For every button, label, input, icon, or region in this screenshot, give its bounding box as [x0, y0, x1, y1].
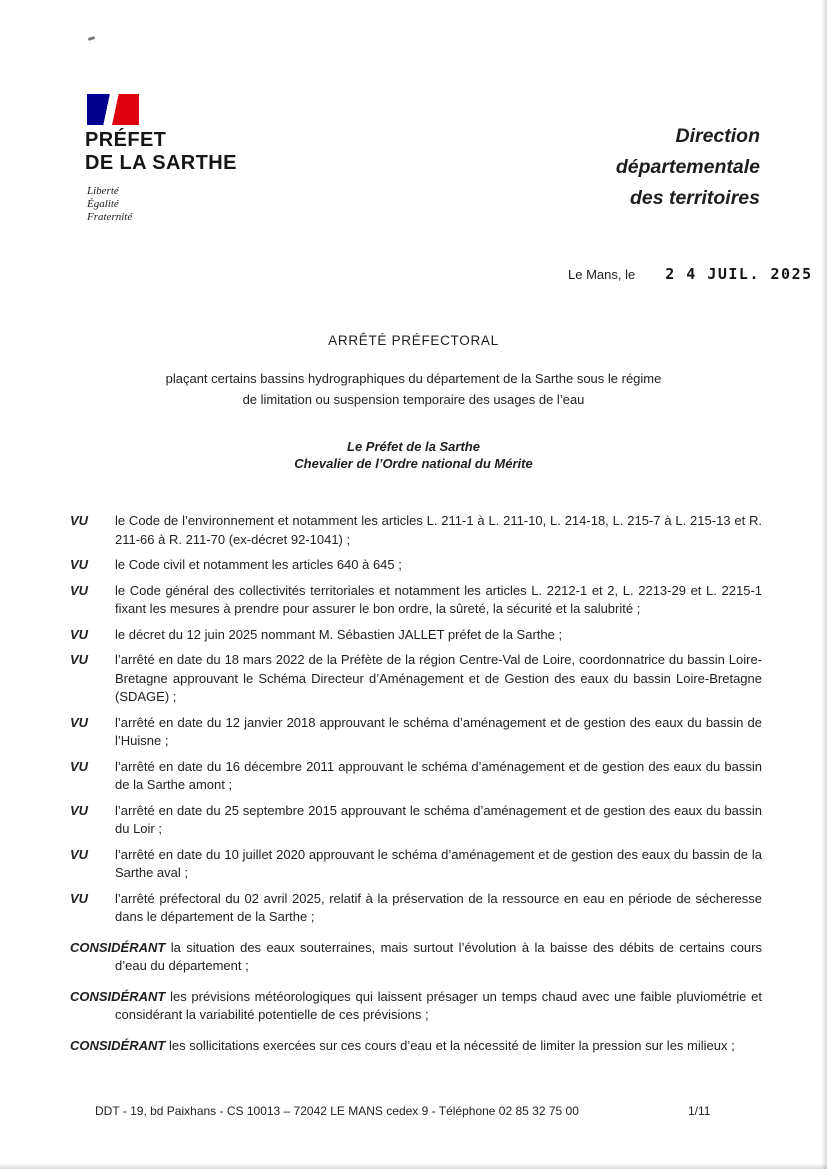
direction-line3: des territoires: [629, 187, 760, 209]
considerant-item: [70, 1037, 762, 1056]
vu-keyword: VU: [70, 890, 89, 906]
vu-item: [70, 651, 762, 707]
subtitle-line1: plaçant certains bassins hydrographiques du département de la Sarthe sous le régime: [165, 371, 662, 386]
considerant-item: [70, 939, 762, 976]
subtitle-line2: de limitation ou suspension temporaire des usages de l’eau: [242, 392, 585, 407]
direction-line1: Direction: [675, 125, 760, 147]
date-stamp: 2 4 JUIL. 2025: [665, 265, 813, 283]
issuer-line1: Le Préfet de la Sarthe: [347, 439, 480, 454]
motto-egalite: Égalité: [87, 198, 119, 210]
vu-item: [70, 758, 762, 795]
vu-keyword: VU: [70, 758, 89, 774]
body-list: [70, 512, 762, 1055]
scan-edge-right: [821, 0, 827, 1169]
french-flag-icon: [87, 94, 139, 125]
vu-text: le Code général des collectivités territoriales et notamment les articles L. 2212-1 et 2, L. 2213-29 et L. 2215-1 fixant les mesures à prendre pour assurer le bon ordre, la sûreté, la sécurité et la salubrité ;: [115, 582, 762, 616]
vu-item: [70, 626, 762, 645]
vu-keyword: VU: [70, 557, 89, 572]
considerant-item: [70, 988, 762, 1025]
scan-artifact: [88, 36, 96, 41]
republic-motto: [87, 185, 237, 224]
vu-keyword: VU: [70, 802, 89, 818]
vu-item: [70, 802, 762, 839]
vu-item: [70, 714, 762, 751]
footer-address: DDT - 19, bd Paixhans - CS 10013 – 72042 LE MANS cedex 9 - Téléphone 02 85 32 75 00: [95, 1104, 579, 1118]
vu-text: le décret du 12 juin 2025 nommant M. Sébastien JALLET préfet de la Sarthe ;: [115, 626, 563, 642]
vu-keyword: VU: [70, 714, 89, 730]
issuer-block: [0, 438, 827, 472]
considerant-keyword: CONSIDÉRANT: [70, 988, 166, 1004]
direction-line2: départementale: [615, 156, 760, 178]
vu-text: l’arrêté en date du 18 mars 2022 de la Préfète de la région Centre-Val de Loire, coordonnatrice du bassin Loire-Bretagne approuvant le Schéma Directeur d’Aménagement et de Gestion des eaux du bassin Loire-Bretagne (SDAGE) ;: [115, 652, 762, 704]
vu-text: l’arrêté en date du 16 décembre 2011 approuvant le schéma d’aménagement et de gestion des eaux du bassin de la Sarthe amont ;: [115, 758, 762, 792]
vu-item: [70, 890, 762, 927]
vu-item: [70, 846, 762, 883]
document-title: ARRÊTÉ PRÉFECTORAL: [328, 333, 499, 348]
vu-keyword: VU: [70, 846, 89, 862]
vu-text: le Code civil et notamment les articles 640 à 645 ;: [115, 557, 402, 572]
document-subtitle: [0, 368, 827, 410]
direction-block: [616, 121, 760, 214]
motto-fraternite: Fraternité: [87, 211, 133, 223]
vu-text: l’arrêté préfectoral du 02 avril 2025, relatif à la préservation de la ressource en eau en période de sécheresse dans le département de la Sarthe ;: [115, 890, 762, 924]
vu-keyword: VU: [70, 513, 89, 528]
vu-item: [70, 512, 762, 549]
prefet-title-line2: DE LA SARTHE: [85, 152, 237, 174]
scan-edge-bottom: [0, 1163, 827, 1169]
considerant-text: les sollicitations exercées sur ces cours d’eau et la nécessité de limiter la pression sur les milieux ;: [168, 1037, 735, 1053]
considerant-text: la situation des eaux souterraines, mais surtout l’évolution à la baisse des débits de certains cours d’eau du département ;: [115, 939, 762, 973]
vu-text: l’arrêté en date du 25 septembre 2015 approuvant le schéma d’aménagement et de gestion des eaux du bassin du Loir ;: [115, 802, 762, 836]
vu-keyword: VU: [70, 626, 89, 642]
considerant-text: les prévisions météorologiques qui laissent présager un temps chaud avec une faible pluviométrie et considérant la variabilité potentielle de ces prévisions ;: [115, 988, 762, 1022]
vu-text: l’arrêté en date du 12 janvier 2018 approuvant le schéma d’aménagement et de gestion des eaux du bassin de l’Huisne ;: [115, 714, 762, 748]
vu-text: l’arrêté en date du 10 juillet 2020 approuvant le schéma d’aménagement et de gestion des eaux du bassin de la Sarthe aval ;: [115, 846, 762, 880]
motto-liberte: Liberté: [87, 185, 119, 197]
issuer-line2: Chevalier de l’Ordre national du Mérite: [294, 456, 533, 471]
vu-item: [70, 582, 762, 619]
vu-item: [70, 556, 762, 575]
dateline: [568, 265, 813, 283]
vu-keyword: VU: [70, 652, 89, 667]
considerant-keyword: CONSIDÉRANT: [70, 939, 166, 955]
place-label: Le Mans, le: [568, 267, 636, 282]
considerant-keyword: CONSIDÉRANT: [70, 1037, 166, 1053]
republic-logo: [85, 94, 237, 224]
vu-keyword: VU: [70, 582, 89, 598]
prefet-title-line1: PRÉFET: [85, 129, 167, 151]
vu-text: le Code de l’environnement et notamment les articles L. 211-1 à L. 211-10, L. 214-18, L. 215-7 à L. 215-13 et R. 211-66 à R. 211-70 (ex-décret 92-1041) ;: [115, 513, 762, 547]
footer-page-number: 1/11: [688, 1104, 711, 1118]
